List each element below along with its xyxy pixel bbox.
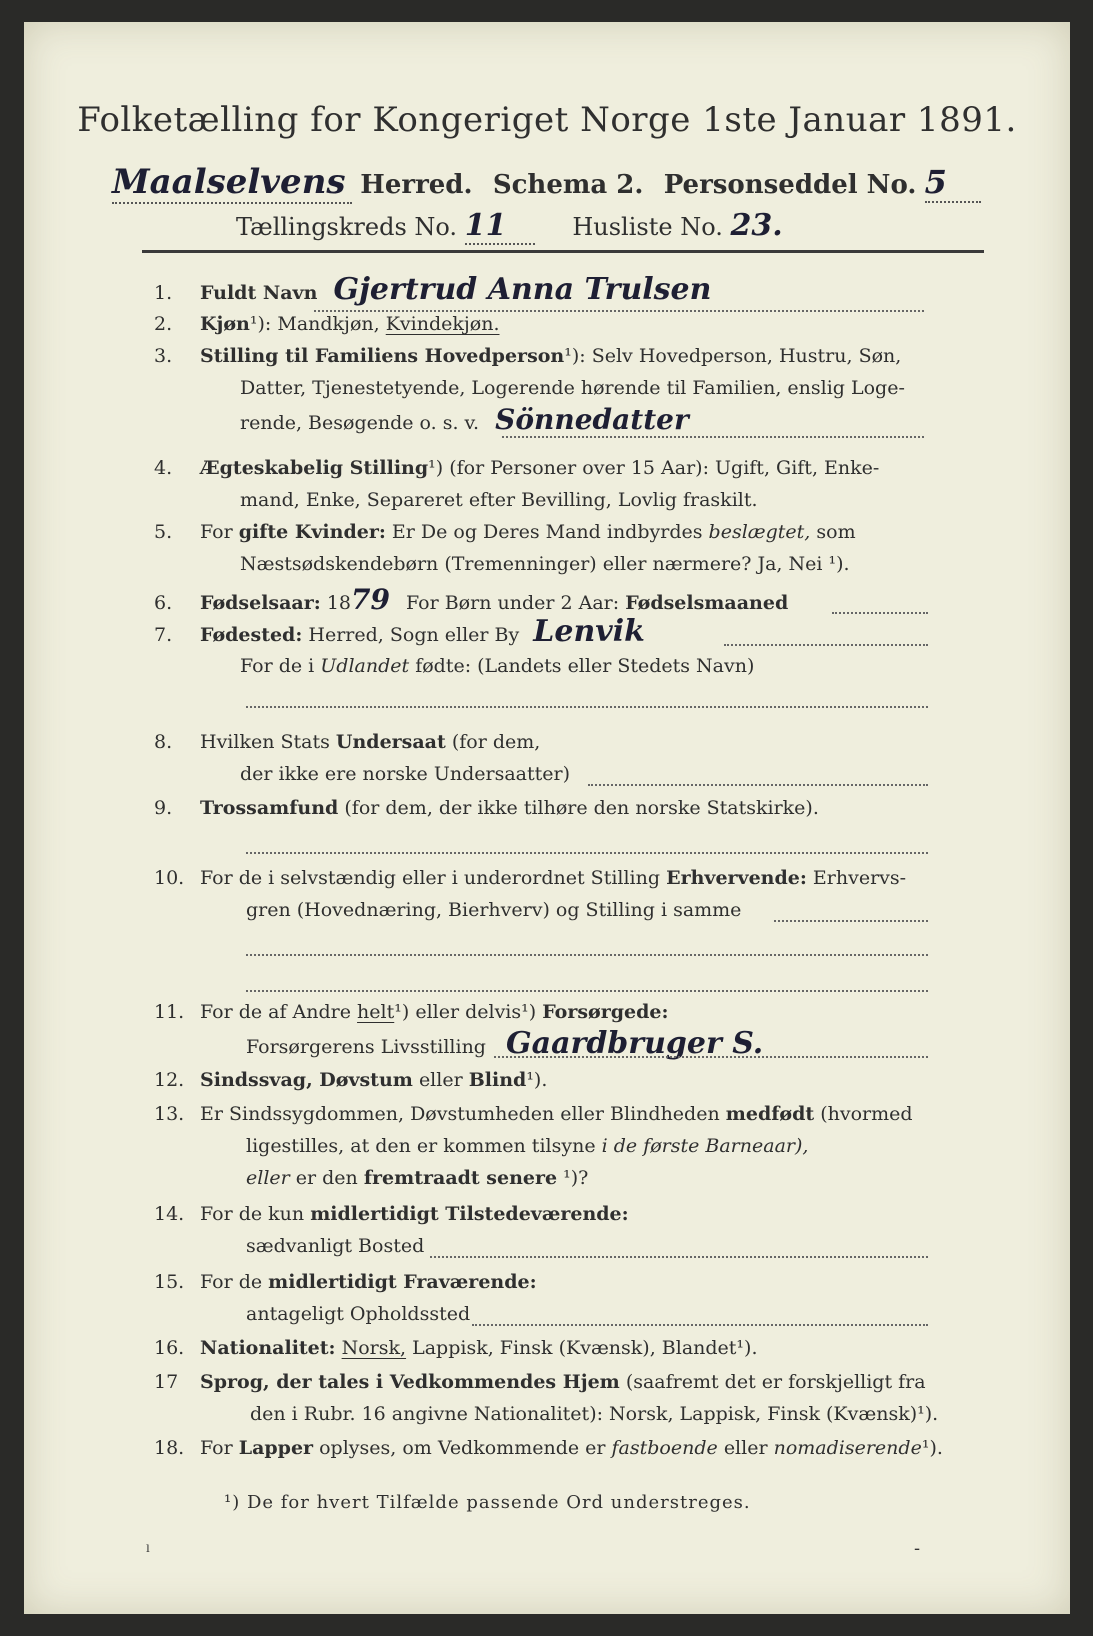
q15-pre: For de [200, 1271, 263, 1293]
q18-italic-2: nomadiserende [773, 1437, 922, 1459]
q6-year-prefix: 18 [326, 592, 351, 614]
q14-pre: For de kun [200, 1203, 305, 1225]
q5-pre: For [200, 521, 233, 543]
q14-text-2: sædvanligt Bosted [246, 1235, 425, 1257]
q10-dotline-2 [246, 954, 928, 956]
q6-row [154, 584, 788, 619]
q6-label: Fødselsaar: [200, 592, 321, 614]
q5-row [154, 516, 856, 548]
q2-number: 2. [154, 313, 173, 335]
schema-label: Schema 2. [492, 170, 644, 200]
personseddel-number: 5 [925, 163, 981, 203]
q13-label: medfødt [725, 1103, 815, 1125]
q4-text-1: ¹) (for Personer over 15 Aar): Ugift, Gift, Enke- [428, 457, 880, 479]
q6-dotline [832, 612, 928, 614]
q18-row [154, 1432, 943, 1464]
q3-line-3 [240, 404, 689, 439]
q5-post: som [816, 521, 856, 543]
q10-dotline-1 [774, 920, 928, 922]
q8-dotline [588, 784, 928, 786]
q11-helt-selected: helt [357, 1001, 395, 1023]
q8-text-1: (for dem, [451, 731, 541, 753]
q8-label: Undersaat [335, 731, 446, 753]
q13-line2-italic: i de første Barneaar), [601, 1135, 809, 1157]
q14-number: 14. [154, 1203, 185, 1225]
q5-label: gifte Kvinder: [238, 521, 386, 543]
q14-dotline [430, 1256, 928, 1258]
q6-text: For Børn under 2 Aar: [406, 592, 620, 614]
q3-dotline [502, 436, 924, 438]
q15-row [154, 1266, 537, 1298]
kreds-label: Tællingskreds No. [236, 213, 458, 241]
q10-pre: For de i selvstændig eller i underordnet Stilling [200, 867, 661, 889]
q2-footref: ¹): [249, 313, 272, 335]
q6-year-answer: 79 [351, 583, 390, 616]
q17-text-1: (saafremt det er forskjelligt fra [625, 1371, 926, 1393]
q16-text: Lappisk, Finsk (Kvænsk), Blandet¹). [412, 1337, 758, 1359]
herred-label: Herred. [360, 170, 473, 200]
q18-label: Lapper [238, 1437, 314, 1459]
q10-label: Erhvervende: [666, 867, 807, 889]
q6-number: 6. [154, 592, 173, 614]
q4-text-2: mand, Enke, Separeret efter Bevilling, Lovlig fraskilt. [240, 489, 758, 511]
header-rule [142, 250, 984, 253]
q13-number: 13. [154, 1103, 185, 1125]
q9-text: (for dem, der ikke tilhøre den norske Statskirke). [344, 797, 819, 819]
q11-number: 11. [154, 1001, 185, 1023]
q12-number: 12. [154, 1069, 185, 1091]
q7-line2-italic: Udlandet [320, 655, 410, 677]
q10-text-2: gren (Hovednæring, Bierhverv) og Stilling i samme [246, 899, 742, 921]
q13-line2-pre: ligestilles, at den er kommen tilsyne [246, 1135, 596, 1157]
q9-dotline [246, 852, 928, 854]
q3-answer: Sönnedatter [495, 403, 689, 436]
q12-mid: eller [418, 1069, 463, 1091]
q7-row [154, 616, 645, 651]
q8-text-2: der ikke ere norske Undersaatter) [240, 763, 570, 785]
q11-label: Forsørgede: [542, 1001, 669, 1023]
q16-label: Nationalitet: [200, 1337, 336, 1359]
q10-number: 10. [154, 867, 185, 889]
q17-text-2: den i Rubr. 16 angivne Nationalitet): Norsk, Lappisk, Finsk (Kvænsk)¹). [250, 1403, 939, 1425]
q9-row [154, 792, 819, 824]
q7-answer: Lenvik [533, 614, 645, 649]
q7-dotline-2 [246, 706, 928, 708]
q2-row [154, 308, 500, 340]
q15-label: midlertidigt Fraværende: [268, 1271, 537, 1293]
q16-number: 16. [154, 1337, 185, 1359]
q18-italic-1: fastboende [611, 1437, 718, 1459]
q12-label: Sindssvag, Døvstum [200, 1069, 413, 1091]
q1-row [154, 274, 711, 309]
q3-text-1: ¹): Selv Hovedperson, Hustru, Søn, [564, 345, 902, 367]
q13-line3-italic: eller [246, 1167, 290, 1189]
q11-dotline [494, 1056, 928, 1058]
q17-number: 17 [154, 1371, 179, 1393]
footnote: ¹) De for hvert Tilfælde passende Ord understreges. [224, 1492, 751, 1513]
q13-pre: Er Sindssygdommen, Døvstumheden eller Blindheden [200, 1103, 720, 1125]
q18-number: 18. [154, 1437, 185, 1459]
q12-label-2: Blind [468, 1069, 527, 1091]
herred-name: Maalselvens [112, 162, 352, 204]
q11-row [154, 996, 668, 1028]
q7-line2-pre: For de i [240, 655, 315, 677]
q1-answer: Gjertrud Anna Trulsen [333, 272, 712, 307]
q1-number: 1. [154, 282, 173, 304]
q3-row [154, 340, 954, 372]
q12-post: ¹). [526, 1069, 548, 1091]
q9-label: Trossamfund [200, 797, 339, 819]
q5-italic: beslægtet, [708, 521, 811, 543]
q12-row [154, 1064, 547, 1096]
q4-number: 4. [154, 457, 173, 479]
q5-text-1: Er De og Deres Mand indbyrdes [391, 521, 703, 543]
q9-number: 9. [154, 797, 173, 819]
q15-number: 15. [154, 1271, 185, 1293]
q13-row [154, 1098, 913, 1130]
q8-number: 8. [154, 731, 173, 753]
q16-row [154, 1332, 758, 1364]
kreds-number: 11 [465, 208, 535, 245]
q11-answer: Gaardbruger S. [506, 1026, 764, 1061]
q8-pre: Hvilken Stats [200, 731, 330, 753]
husliste-number: 23. [730, 208, 783, 243]
q13-post: (hvormed [820, 1103, 913, 1125]
q14-label: midlertidigt Tilstedeværende: [310, 1203, 629, 1225]
q5-number: 5. [154, 521, 173, 543]
q10-text-1: Erhvervs- [812, 867, 907, 889]
husliste-label: Husliste No. [572, 213, 723, 241]
q7-line-2 [240, 650, 754, 682]
form-title: Folketælling for Kongeriget Norge 1ste Januar 1891. [77, 100, 1017, 140]
margin-mark-right: - [914, 1538, 921, 1559]
margin-mark-left: ˡ [146, 1542, 151, 1563]
q5-text-2: Næstsødskendebørn (Tremenninger) eller nærmere? Ja, Nei ¹). [240, 553, 850, 575]
q18-mid: eller [723, 1437, 768, 1459]
q17-label: Sprog, der tales i Vedkommendes Hjem [200, 1371, 620, 1393]
q4-label: Ægteskabelig Stilling [200, 457, 429, 479]
q10-dotline-3 [246, 990, 928, 992]
q2-option-male: Mandkjøn, [277, 313, 380, 335]
q7-number: 7. [154, 624, 173, 646]
q13-line-3 [246, 1162, 588, 1194]
q2-option-female-selected: Kvindekjøn. [385, 313, 500, 335]
q2-label: Kjøn [200, 313, 250, 335]
q18-pre: For [200, 1437, 233, 1459]
q13-line3-mid: er den [295, 1167, 358, 1189]
q15-text-2: antageligt Opholdssted [246, 1303, 471, 1325]
q4-row [154, 452, 879, 484]
q13-line-2 [246, 1130, 808, 1162]
q7-text: Herred, Sogn eller By [308, 624, 520, 646]
q8-row [154, 726, 540, 758]
q16-option-norsk-selected: Norsk, [341, 1337, 407, 1359]
q3-text-2: Datter, Tjenestetyende, Logerende hørende til Familien, enslig Loge- [240, 377, 905, 399]
q18-post: ¹). [921, 1437, 943, 1459]
q1-label: Fuldt Navn [200, 282, 318, 304]
q17-row [154, 1366, 926, 1398]
q15-dotline [472, 1324, 928, 1326]
q13-line3-post: ¹)? [563, 1167, 589, 1189]
q7-line2-text: fødte: (Landets eller Stedets Navn) [415, 655, 755, 677]
q3-text-3: rende, Besøgende o. s. v. [240, 412, 480, 434]
header-herred-line [112, 162, 981, 204]
header-kreds-line [236, 208, 783, 245]
census-form-page [24, 22, 1070, 1614]
q3-number: 3. [154, 345, 173, 367]
q11-text-2: Forsørgerens Livsstilling [246, 1036, 486, 1058]
q10-row [154, 862, 906, 894]
q18-text-1: oplyses, om Vedkommende er [319, 1437, 606, 1459]
personseddel-label: Personseddel No. [663, 170, 917, 200]
q6-label-2: Fødselsmaaned [625, 592, 789, 614]
q7-dotline [724, 644, 928, 646]
q3-label: Stilling til Familiens Hovedperson [200, 345, 565, 367]
q11-pre: For de af Andre [200, 1001, 351, 1023]
q13-line3-label: fremtraadt senere [363, 1167, 558, 1189]
q11-mid: ¹) eller delvis¹) [394, 1001, 537, 1023]
q14-row [154, 1198, 629, 1230]
q7-label: Fødested: [200, 624, 303, 646]
